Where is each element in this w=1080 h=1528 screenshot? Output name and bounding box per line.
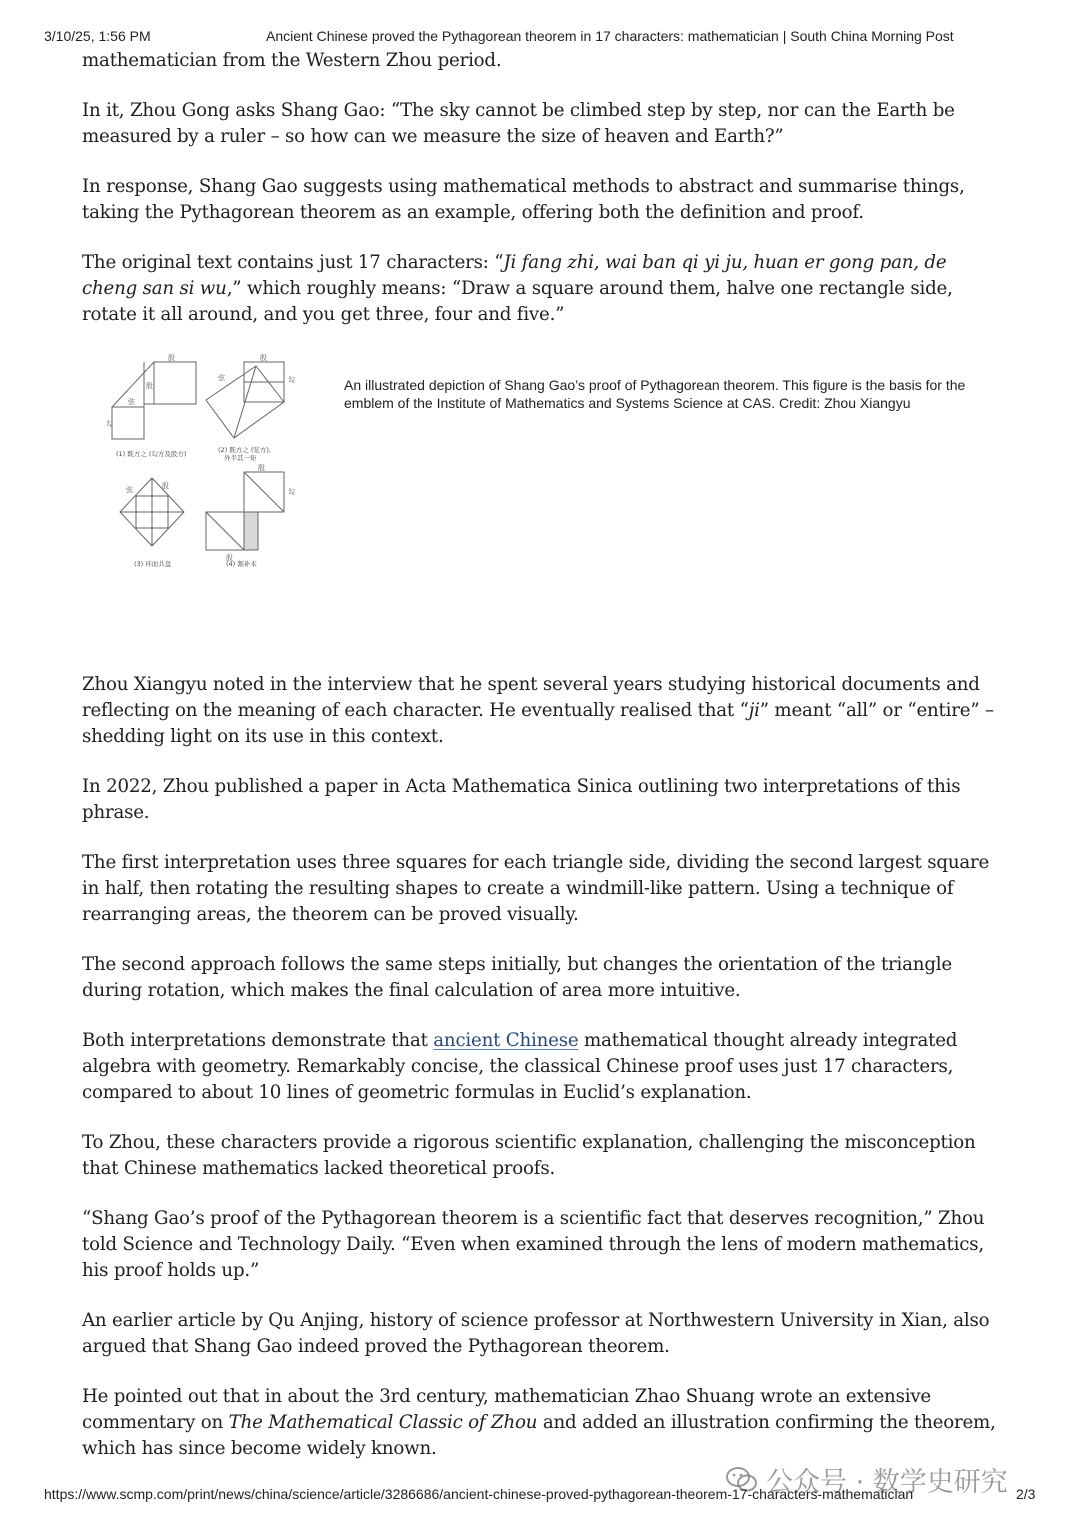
paragraph xyxy=(82,1384,1002,1462)
figure xyxy=(82,352,1002,642)
side-label: 股 xyxy=(146,382,153,390)
side-label: 股 xyxy=(226,554,233,562)
italic-term: ji xyxy=(748,700,760,721)
paragraph xyxy=(82,672,1002,750)
paragraph: An earlier article by Qu Anjing, history of science professor at Northwestern University in Xian, also argued that Shang Gao indeed proved the Pythagorean theorem. xyxy=(82,1310,990,1357)
panel-1-label: (1) 既方之 (勾方及股方) xyxy=(116,450,187,458)
paragraph: To Zhou, these characters provide a rigorous scientific explanation, challenging the misconception that Chinese mathematics lacked theoretical proofs. xyxy=(82,1132,976,1179)
figure-caption: An illustrated depiction of Shang Gao’s proof of Pythagorean theorem. This figure is the basis for the emblem of the Institute of Mathematics and Systems Science at CAS. Credit: Zhou Xiangyu xyxy=(344,377,966,411)
print-page-title: Ancient Chinese proved the Pythagorean theorem in 17 characters: mathematician | South China Morning Post xyxy=(266,28,954,44)
ancient-chinese-link[interactable]: ancient Chinese xyxy=(433,1030,579,1051)
text-run: ” meant “all” or “entire” – shedding light on its use in this context. xyxy=(82,700,994,747)
side-label: 股 xyxy=(162,482,169,490)
text-run: Zhou Xiangyu noted in the interview that he spent several years studying historical documents and reflecting on the meaning of each character. He eventually realised that “ xyxy=(82,674,980,721)
panel-2-label-cont: 外半其一矩 xyxy=(224,454,257,462)
side-label: 弦 xyxy=(218,374,225,382)
text-run: and added an illustration confirming the theorem, which has since become widely known. xyxy=(82,1412,996,1459)
side-label: 勾 xyxy=(106,420,113,428)
text-run: Both interpretations demonstrate that xyxy=(82,1030,434,1051)
text-run: mathematical thought already integrated algebra with geometry. Remarkably concise, the classical Chinese proof uses just 17 characters, compared to about 10 lines of geometric formulas in Euclid’s explanation. xyxy=(82,1030,958,1103)
side-label: 股 xyxy=(168,354,175,362)
watermark-text: 公众号 · 数学史研究 xyxy=(766,1467,1008,1498)
panel-1-diagram xyxy=(112,362,196,439)
italic-book-title: The Mathematical Classic of Zhou xyxy=(228,1412,538,1433)
page-number: 2/3 xyxy=(1016,1486,1036,1502)
article-body xyxy=(82,48,1002,1486)
panel-4-diagram xyxy=(206,472,284,550)
paragraph: In 2022, Zhou published a paper in Acta Mathematica Sinica outlining two interpretations of this phrase. xyxy=(82,776,961,823)
text-run: ,” which roughly means: “Draw a square around them, halve one rectangle side, rotate it all around, and you get three, four and five.” xyxy=(82,278,953,325)
paragraph: “Shang Gao’s proof of the Pythagorean theorem is a scientific fact that deserves recognition,” Zhou told Science and Technology Daily. “Even when examined through the lens of modern mathematics, his proof holds up.” xyxy=(82,1208,985,1281)
panel-2-label: (2) 既方之 (弦方), xyxy=(218,446,271,454)
paragraph xyxy=(82,1028,1002,1106)
italic-transliteration: Ji fang zhi, wai ban qi yi ju, huan er gong pan, de cheng san si wu xyxy=(82,252,947,299)
side-label: 股 xyxy=(260,354,267,362)
paragraph: The second approach follows the same steps initially, but changes the orientation of the triangle during rotation, which makes the final calculation of area more intuitive. xyxy=(82,954,952,1001)
proof-diagram-image xyxy=(106,352,306,602)
side-label: 股 xyxy=(258,464,265,472)
side-label: 勾 xyxy=(288,376,295,384)
print-url: https://www.scmp.com/print/news/china/science/article/3286686/ancient-chinese-proved-pythagorean-theorem-17-characters-mathematician xyxy=(44,1486,914,1502)
side-label: 弦 xyxy=(128,398,135,406)
paragraph: In response, Shang Gao suggests using mathematical methods to abstract and summarise things, taking the Pythagorean theorem as an example, offering both the definition and proof. xyxy=(82,176,965,223)
text-run: The original text contains just 17 characters: “ xyxy=(82,252,504,273)
paragraph: mathematician from the Western Zhou period. xyxy=(82,50,502,71)
side-label: 弦 xyxy=(126,486,133,494)
text-run: He pointed out that in about the 3rd century, mathematician Zhao Shuang wrote an extensive commentary on xyxy=(82,1386,931,1433)
panel-4-label: (4) 割补术 xyxy=(226,560,257,568)
paragraph xyxy=(82,250,1002,328)
paragraph: In it, Zhou Gong asks Shang Gao: “The sky cannot be climbed step by step, nor can the Earth be measured by a ruler – so how can we measure the size of heaven and Earth?” xyxy=(82,100,955,147)
panel-3-label: (3) 环而共盘 xyxy=(134,560,172,568)
side-label: 勾 xyxy=(288,488,295,496)
print-date: 3/10/25, 1:56 PM xyxy=(44,28,151,44)
paragraph: The first interpretation uses three squares for each triangle side, dividing the second largest square in half, then rotating the resulting shapes to create a windmill-like pattern. Using a technique of rearranging areas, the theorem can be proved visually. xyxy=(82,852,990,925)
